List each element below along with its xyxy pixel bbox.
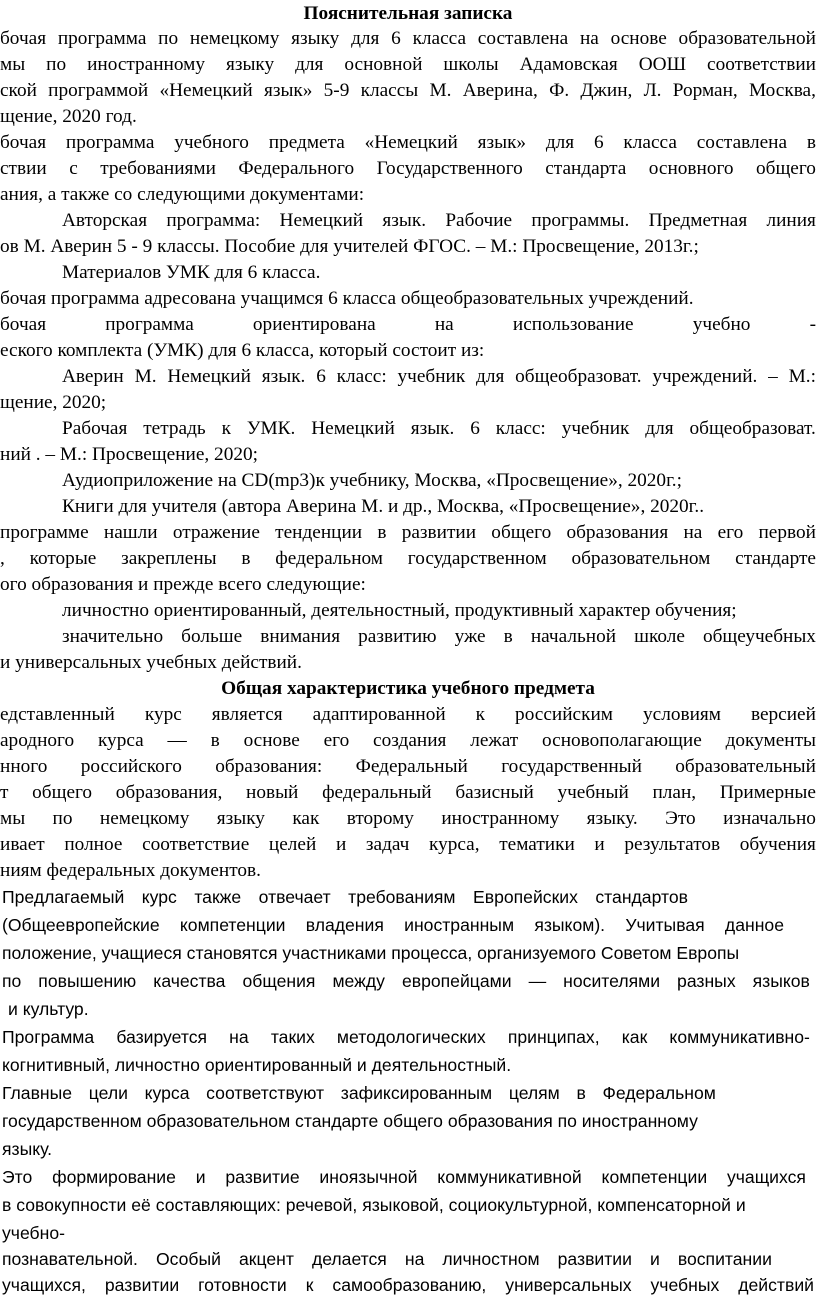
word: классы <box>360 80 419 101</box>
text-line: ов М. Аверин 5 - 9 классы. Пособие для учителей ФГОС. – М.: Просвещение, 2013г.; <box>0 236 699 257</box>
text-line: и универсальных учебных действий. <box>0 652 302 673</box>
text-line <box>2 912 784 938</box>
word: таких <box>270 1027 315 1047</box>
text-line <box>2 1246 772 1272</box>
word: и <box>335 834 347 855</box>
word: программа <box>57 28 147 49</box>
word: уже <box>454 626 486 647</box>
word: бочая <box>0 314 47 335</box>
word: как <box>621 1027 648 1047</box>
text-line: ниям федеральных документов. <box>0 860 261 881</box>
text-line <box>2 1080 716 1106</box>
word: новый <box>246 782 299 803</box>
word: основе <box>243 730 300 751</box>
word: ООШ <box>638 54 687 75</box>
word: отвечает <box>258 887 331 907</box>
word: – <box>768 366 778 387</box>
text-line: бочая программа адресована учащимся 6 класса общеобразовательных учреждений. <box>0 288 694 309</box>
word: и <box>594 834 605 855</box>
word: обучения <box>739 834 816 855</box>
word: образовательный <box>675 756 816 777</box>
word: язык. <box>382 210 427 231</box>
word: лежат <box>470 730 519 751</box>
word: федеральном <box>275 548 384 569</box>
word: к <box>475 704 486 725</box>
word: базисный <box>455 782 534 803</box>
word: язык. <box>261 366 306 387</box>
word: данное <box>724 915 784 935</box>
word: по <box>158 28 179 49</box>
text-line: когнитивный, личностно ориентированный и деятельностный. <box>2 1055 512 1075</box>
word: личностном <box>442 1249 540 1269</box>
word: Главные <box>2 1083 73 1103</box>
word: значительно <box>62 626 164 647</box>
word: языку <box>291 28 340 49</box>
word: результатов <box>624 834 721 855</box>
word: учебник <box>561 418 630 439</box>
word: «Немецкий <box>159 80 253 101</box>
word: иностранному <box>87 54 205 75</box>
text-line <box>0 780 816 806</box>
word: предмета <box>268 132 345 153</box>
word: Федеральном <box>602 1083 716 1103</box>
list-item-text <box>62 364 816 390</box>
text-line: учебно- <box>2 1223 65 1243</box>
word: Предлагаемый <box>2 887 125 907</box>
word: государственный <box>501 756 642 777</box>
word: российского <box>80 756 182 777</box>
word: Это <box>665 808 696 829</box>
word: , <box>0 548 5 569</box>
word: Аверин <box>62 366 124 387</box>
word: на <box>683 522 703 543</box>
word: — <box>167 730 187 751</box>
word: Примерные <box>719 782 816 803</box>
word: язык» <box>477 132 527 153</box>
word: коммуникативно- <box>669 1027 810 1047</box>
word: в <box>576 1083 586 1103</box>
word: стандартов <box>595 887 688 907</box>
word: линия <box>766 210 816 231</box>
word: класса <box>412 28 467 49</box>
text-line <box>0 806 816 832</box>
word: соответствии <box>707 54 816 75</box>
word: принципах, <box>507 1027 600 1047</box>
word: как <box>292 808 320 829</box>
word: основе <box>610 28 667 49</box>
word: 6 <box>391 28 401 49</box>
word: учащихся, <box>2 1275 86 1295</box>
document-title: Пояснительная записка <box>303 3 513 24</box>
word: целям <box>508 1083 560 1103</box>
word: соответствие <box>142 834 250 855</box>
word: учебных <box>650 1275 720 1295</box>
word: закреплены <box>121 548 217 569</box>
word: нашли <box>103 522 158 543</box>
word: Л. <box>643 80 662 101</box>
word: компетенции <box>601 1167 708 1187</box>
word: в <box>241 548 251 569</box>
word: программе <box>0 522 89 543</box>
text-line <box>2 1272 814 1298</box>
word: учебный <box>557 782 629 803</box>
word: Джин, <box>580 80 633 101</box>
text-line: щение, 2020; <box>0 392 107 413</box>
word: немецкому <box>99 808 190 829</box>
text-line <box>0 546 816 572</box>
word: общего <box>756 158 816 179</box>
word: развитие <box>225 1167 300 1187</box>
word: для <box>645 418 674 439</box>
word: версией <box>750 704 816 725</box>
word: УМК. <box>246 418 296 439</box>
list-item-text: Материалов УМК для 6 класса. <box>62 262 321 283</box>
word: акцент <box>239 1249 294 1269</box>
word: государственном <box>407 548 547 569</box>
word: ской <box>0 80 37 101</box>
word: федеральный <box>322 782 432 803</box>
word: составлена <box>696 132 788 153</box>
word: программа <box>105 314 194 335</box>
word: общения <box>242 971 316 991</box>
word: к <box>305 1275 314 1295</box>
word: по <box>46 54 67 75</box>
word: российским <box>515 704 614 725</box>
word: в <box>503 626 513 647</box>
word: отражение <box>172 522 260 543</box>
word: развитии <box>104 1275 180 1295</box>
word: Это <box>2 1167 33 1187</box>
word: по <box>2 971 22 991</box>
word: программа <box>65 132 155 153</box>
word: Европейских <box>473 887 578 907</box>
word: языку <box>225 54 275 75</box>
word: на <box>229 1027 249 1047</box>
word: Немецкий <box>279 210 364 231</box>
word: документы <box>725 730 816 751</box>
word: на <box>404 1249 425 1269</box>
word: для <box>476 366 505 387</box>
word: требованиям <box>348 887 456 907</box>
word: первой <box>758 522 816 543</box>
text-line <box>0 156 816 182</box>
word: курс <box>144 704 182 725</box>
word: общего <box>491 522 552 543</box>
word: готовности <box>198 1275 287 1295</box>
word: полное <box>64 834 123 855</box>
word: базируется <box>116 1027 208 1047</box>
word: мы <box>0 808 26 829</box>
word: Рорман, <box>672 80 738 101</box>
list-item-text <box>62 624 816 650</box>
word: разных <box>677 971 736 991</box>
word: языку. <box>586 808 638 829</box>
word: учебного <box>174 132 249 153</box>
word: курса <box>97 730 144 751</box>
word: Аверина, <box>462 80 538 101</box>
text-line: ого образования и прежде всего следующие: <box>0 574 366 595</box>
list-item-text: Аудиоприложение на CD(mp3)к учебнику, Москва, «Просвещение», 2020г.; <box>62 470 682 491</box>
word: бочая <box>0 132 47 153</box>
word: Государственного <box>376 158 523 179</box>
word: Особый <box>155 1249 221 1269</box>
word: программы. <box>531 210 630 231</box>
word: класс: <box>495 418 546 439</box>
word: повышению <box>38 971 137 991</box>
word: и <box>649 1249 660 1269</box>
word: стандарта <box>545 158 627 179</box>
word: его <box>323 730 350 751</box>
word: универсальных <box>505 1275 632 1295</box>
word: для <box>295 54 324 75</box>
word: - <box>809 314 816 335</box>
word: основной <box>344 54 423 75</box>
text-line <box>0 78 816 104</box>
word: в <box>806 132 816 153</box>
word: в <box>377 522 387 543</box>
text-line: щение, 2020 год. <box>0 106 137 127</box>
text-line <box>0 26 816 52</box>
word: основного <box>648 158 734 179</box>
word: в <box>210 730 220 751</box>
word: Москва, <box>749 80 816 101</box>
text-line <box>0 728 816 754</box>
word: самообразованию, <box>332 1275 487 1295</box>
word: (Общеевропейские <box>2 915 160 935</box>
word: едставленный <box>0 704 115 725</box>
list-item-text: Книги для учителя (автора Аверина М. и др., Москва, «Просвещение», 2020г.. <box>62 496 705 517</box>
word: составлена <box>477 28 569 49</box>
text-line <box>0 832 816 858</box>
word: больше <box>181 626 243 647</box>
list-item-text <box>62 208 816 234</box>
word: развитии <box>557 1249 632 1269</box>
word: мы <box>0 54 26 75</box>
word: Программа <box>2 1027 95 1047</box>
word: Федерального <box>238 158 355 179</box>
text-line <box>2 884 688 910</box>
word: план, <box>652 782 697 803</box>
word: учащихся <box>726 1167 806 1187</box>
word: — <box>528 971 547 991</box>
word: Немецкий <box>167 366 251 387</box>
word: т <box>0 782 9 803</box>
word: по <box>52 808 73 829</box>
word: задач <box>365 834 410 855</box>
text-line <box>0 52 816 78</box>
word: европейцами <box>401 971 512 991</box>
word: на <box>579 28 599 49</box>
word: образования: <box>215 756 323 777</box>
word: второму <box>346 808 414 829</box>
word: школе <box>634 626 685 647</box>
word: М. <box>429 80 452 101</box>
word: является <box>211 704 283 725</box>
word: Адамовская <box>519 54 618 75</box>
word: целей <box>268 834 317 855</box>
word: также <box>194 887 242 907</box>
word: М. <box>134 366 157 387</box>
word: качества <box>153 971 226 991</box>
text-line: и культур. <box>8 999 89 1019</box>
word: начальной <box>530 626 617 647</box>
text-line <box>0 520 816 546</box>
word: учреждений. <box>652 366 758 387</box>
word: бочая <box>0 28 47 49</box>
word: изначально <box>723 808 816 829</box>
word: учебно <box>692 314 751 335</box>
word: на <box>434 314 454 335</box>
text-line: языку. <box>2 1139 53 1159</box>
word: методологических <box>336 1027 486 1047</box>
word: общего <box>32 782 93 803</box>
word: его <box>717 522 744 543</box>
word: для <box>351 28 380 49</box>
word: 6 <box>470 418 480 439</box>
word: основополагающие <box>542 730 702 751</box>
list-item-text <box>62 416 816 442</box>
word: между <box>332 971 385 991</box>
word: формирование <box>52 1167 176 1187</box>
word: создания <box>373 730 447 751</box>
word: иностранному <box>441 808 560 829</box>
word: 5-9 <box>323 80 350 101</box>
word: образовательном <box>571 548 711 569</box>
word: соответствуют <box>206 1083 325 1103</box>
word: к <box>221 418 231 439</box>
word: адаптированной <box>312 704 446 725</box>
text-line: государственном образовательном стандарте общего образования по иностранному <box>2 1111 698 1131</box>
word: класс: <box>336 366 387 387</box>
word: язык» <box>263 80 313 101</box>
word: немецкому <box>189 28 280 49</box>
word: коммуникативной <box>437 1167 582 1187</box>
word: курс <box>141 887 177 907</box>
text-line <box>2 1164 806 1190</box>
word: Рабочая <box>62 418 128 439</box>
word: компетенции <box>179 915 286 935</box>
word: цели <box>88 1083 128 1103</box>
word: тематики <box>499 834 575 855</box>
text-line <box>0 702 816 728</box>
word: развитию <box>358 626 437 647</box>
word: программой <box>48 80 149 101</box>
word: ориентирована <box>252 314 376 335</box>
text-line: ания, а также со следующими документами: <box>0 184 365 205</box>
word: 6 <box>316 366 326 387</box>
word: Учитывая <box>625 915 705 935</box>
word: иностранным <box>404 915 515 935</box>
text-line <box>2 1024 810 1050</box>
text-line <box>2 968 810 994</box>
word: языков <box>752 971 810 991</box>
word: общеобразоват. <box>689 418 816 439</box>
word: курса <box>144 1083 190 1103</box>
word: для <box>545 132 575 153</box>
text-line <box>0 130 816 156</box>
word: Ф. <box>549 80 570 101</box>
word: внимания <box>260 626 341 647</box>
word: ивает <box>0 834 45 855</box>
word: М.: <box>788 366 816 387</box>
text-line: положение, учащиеся становятся участниками процесса, организуемого Советом Европы <box>2 943 740 963</box>
word: и <box>195 1167 206 1187</box>
word: тетрадь <box>143 418 206 439</box>
word: ствии <box>0 158 47 179</box>
word: курса, <box>429 834 480 855</box>
word: владения <box>305 915 384 935</box>
text-line <box>0 312 816 338</box>
list-item-text: личностно ориентированный, деятельностный, продуктивный характер обучения; <box>62 600 737 621</box>
word: с <box>69 158 78 179</box>
word: стандарте <box>735 548 816 569</box>
word: общеобразоват. <box>515 366 642 387</box>
text-line: еского комплекта (УМК) для 6 класса, который состоит из: <box>0 340 485 361</box>
word: условиям <box>643 704 721 725</box>
word: делается <box>311 1249 387 1269</box>
word: 6 <box>593 132 604 153</box>
word: язык. <box>410 418 455 439</box>
word: образовательной <box>678 28 816 49</box>
text-line: в совокупности её составляющих: речевой, языковой, социокультурной, компенсаторной и <box>2 1195 746 1215</box>
word: зафиксированным <box>340 1083 493 1103</box>
word: Рабочие <box>445 210 513 231</box>
word: Авторская <box>62 210 148 231</box>
word: общеучебных <box>702 626 816 647</box>
word: Немецкий <box>311 418 395 439</box>
word: требованиями <box>100 158 216 179</box>
word: образования, <box>115 782 223 803</box>
word: Федеральный <box>355 756 468 777</box>
word: «Немецкий <box>364 132 458 153</box>
word: языком). <box>534 915 606 935</box>
word: класса <box>623 132 677 153</box>
word: развитии <box>401 522 477 543</box>
word: нного <box>0 756 48 777</box>
word: иноязычной <box>319 1167 418 1187</box>
word: которые <box>29 548 97 569</box>
word: действий <box>738 1275 814 1295</box>
text-line: ний . – М.: Просвещение, 2020; <box>0 444 258 465</box>
section-title: Общая характеристика учебного предмета <box>221 678 595 699</box>
word: программа: <box>166 210 261 231</box>
word: школы <box>443 54 499 75</box>
word: тенденции <box>275 522 363 543</box>
word: учебник <box>397 366 466 387</box>
word: познавательной. <box>2 1249 138 1269</box>
word: ародного <box>0 730 75 751</box>
word: использование <box>512 314 634 335</box>
text-line <box>0 754 816 780</box>
word: языку <box>216 808 265 829</box>
word: образования <box>566 522 669 543</box>
word: Предметная <box>648 210 748 231</box>
word: носителями <box>563 971 661 991</box>
word: воспитании <box>677 1249 772 1269</box>
